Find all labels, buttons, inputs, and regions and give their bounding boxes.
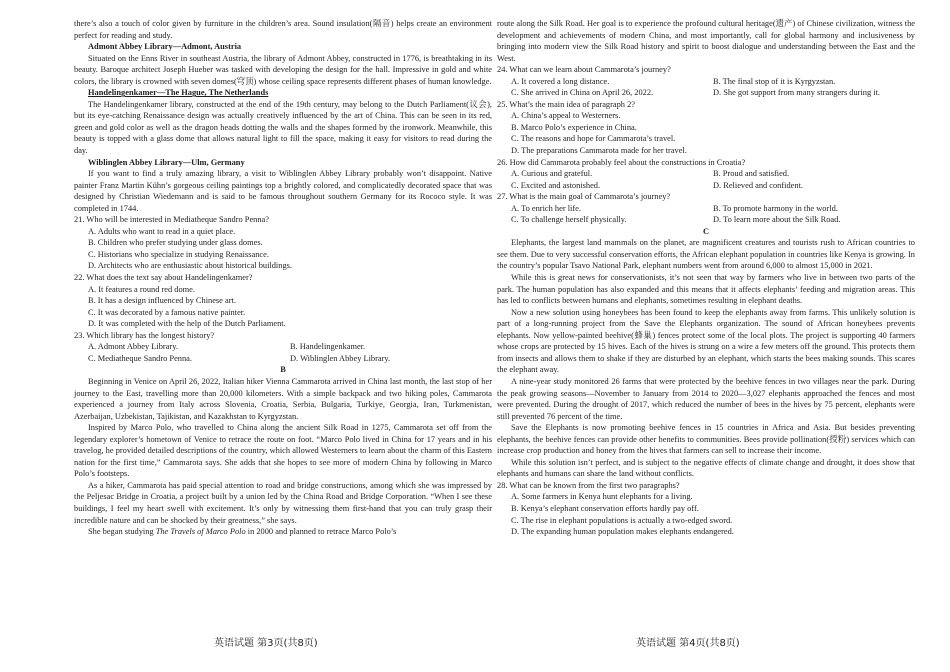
c-paragraph-5: Save the Elephants is now promoting beehive fences in 15 countries in Africa and Asia. But besides preventing elephants, the beehive fences can provide other benefits to communities. Bees provide pollination(授粉) services which can increase crop production and honey from the hives that farmers can sell to increase their income. <box>497 423 915 456</box>
b-p4-pre: She began studying <box>88 527 156 537</box>
b-p4-post: in 2000 and planned to retrace Marco Polo’s <box>245 527 397 537</box>
q27-option-d: D. To learn more about the Silk Road. <box>713 215 841 225</box>
question-27: 27. What is the main goal of Cammarota’s journey? <box>497 192 671 202</box>
c-paragraph-3: Now a new solution using honeybees has been found to keep the elephants away from farms. This unlikely solution is part of a long-running project from the Save the Elephants organization. The sound of African honeybees prevents elephants. Now yellow-painted beehive(蜂巢) fences protect some of the local plots. The project is supporting 40 farmers whose crops are protected by 15 hives. Each of the hives is strung on a wire a few meters off the ground. This protects them from insects and allows them to shake if they are disturbed by an elephant, which starts the bees making sounds. This scares the elephant away. <box>497 307 915 375</box>
question-26: 26. How did Cammarota probably feel about the constructions in Croatia? <box>497 157 746 167</box>
q22-option-c: C. It was decorated by a famous native painter. <box>88 307 246 317</box>
q22-option-a: A. It features a round red dome. <box>88 284 195 294</box>
intro-tail-paragraph: there’s also a touch of color given by furniture in the children’s area. Sound insulation(隔音) helps create an environment perfect for reading and study. <box>74 19 492 40</box>
ulm-heading: Wiblinglen Abbey Library—Ulm, Germany <box>88 157 245 167</box>
q24-option-a: A. It covered a long distance. <box>511 76 610 86</box>
q28-option-b: B. Kenya’s elephant conservation efforts hardly pay off. <box>511 503 699 513</box>
right-page-column <box>497 18 915 538</box>
q27-option-b: B. To promote harmony in the world. <box>713 203 838 213</box>
q23-option-c: C. Mediatheque Sandro Penna. <box>88 353 192 363</box>
q28-option-a: A. Some farmers in Kenya hunt elephants for a living. <box>511 492 693 502</box>
q24-option-c: C. She arrived in China on April 26, 2022. <box>511 88 654 98</box>
b-paragraph-4-start <box>74 526 492 538</box>
q23-options-row-2 <box>74 353 492 365</box>
q22-option-d: D. It was completed with the help of the Dutch Parliament. <box>88 319 286 329</box>
admont-heading: Admont Abbey Library—Admont, Austria <box>88 42 242 52</box>
c-paragraph-1: Elephants, the largest land mammals on the planet, are magnificent creatures and tourists rush to African countries to see them. Due to very successful conservation efforts, the African elephant population in countries like Kenya is growing. In the country’s popular Tsavo National Park, elephant numbers went from around 6,000 to almost 15,000 in 2021. <box>497 238 915 271</box>
q26-options-row-2 <box>497 180 915 192</box>
hague-paragraph: The Handelingenkamer library, constructed at the end of the 19th century, may belong to the Dutch Parliament(议会), but its eye-catching Renaissance design was actually creatively influenced by the art of China. This can be seen in its red, green and gold color as well as the dragon heads dotting the walls and the shapes formed by the ironwork. Meanwhile, this beauty is topped with a glass dome that allows natural light to fill the space, making it easy for visitors to read during the day. <box>74 99 492 156</box>
b-paragraph-1: Beginning in Venice on April 26, 2022, Italian hiker Vienna Cammarota arrived in China last month, the last stop of her journey to the East, travelling more than 20,000 kilometers. With a simple backpack and two hiking poles, Cammarota experienced a journey from Italy across Slovenia, Croatia, Serbia, Bulgaria, Turkiye, Georgia, Iran, Turkmenistan, Azerbaijan, Uzbekistan, Tajikistan, and Kazakhstan to Kyrgyzstan. <box>74 376 492 421</box>
q27-option-c: C. To challenge herself physically. <box>511 215 627 225</box>
question-24: 24. What can we learn about Cammarota’s journey? <box>497 65 671 75</box>
c-paragraph-2: While this is great news for conservationists, it’s not seen that way by farmers who live in between two parts of the park. The human population has also expanded and this means that it affects elephants’ feeding and migration areas. This has led to conflicts between humans and elephants, sometimes resulting in elephant deaths. <box>497 273 915 306</box>
question-25: 25. What’s the main idea of paragraph 2? <box>497 99 635 109</box>
q26-option-d: D. Relieved and confident. <box>713 180 804 190</box>
q24-options-row-2 <box>497 87 915 99</box>
q26-options-row-1 <box>497 168 915 180</box>
q28-option-d: D. The expanding human population makes elephants endangered. <box>511 527 734 537</box>
q23-option-d: D. Wiblinglen Abbey Library. <box>290 353 391 363</box>
left-page-column <box>74 18 492 538</box>
q25-option-a: A. China’s appeal to Westerners. <box>511 111 621 121</box>
q26-option-a: A. Curious and grateful. <box>511 169 593 179</box>
section-c-heading: C <box>702 226 710 236</box>
section-b-heading: B <box>280 365 286 375</box>
q21-option-c: C. Historians who specialize in studying Renaissance. <box>88 249 269 259</box>
question-22: 22. What does the text say about Handelingenkamer? <box>74 273 253 283</box>
ulm-paragraph: If you want to find a truly amazing library, a visit to Wiblinglen Abbey Library probably won’t disappoint. Native painter Franz Martin Kühn’s gorgeous ceiling paintings top a brightly colored, and complicatedly decorated space that was designed by Christian Wiedemann and is said to be famous throughout southern Germany for its Rococo style. It was completed in 1744. <box>74 169 492 213</box>
b-paragraph-2: Inspired by Marco Polo, who travelled to China along the ancient Silk Road in 1275, Cammarota set off from the legendary explorer’s hometown of Venice to retrace the route on foot. “Marco Polo lived in China for 17 years and in his travelog, he provided detailed descriptions of the country, which allowed Westerners to learn about the charm of this Eastern nation for the first time,” Cammarota says. She adds that she hopes to see more of modern China by following in Marco Polo’s footsteps. <box>74 423 492 479</box>
book-title: The Travels of Marco Polo <box>155 527 246 537</box>
q23-option-a: A. Admont Abbey Library. <box>88 342 178 352</box>
q24-option-b: B. The final stop of it is Kyrgyzstan. <box>713 76 836 86</box>
admont-paragraph: Situated on the Enns River in southeast Austria, the library of Admont Abbey, constructed in 1776, is breathtaking in its beauty. Baroque architect Joseph Hueber was tasked with developing the design for the hall. Impressive in gold and white colors, the library is crowned with seven domes(穹顶) whose ceiling space represents different phases of human knowledge. <box>74 53 492 86</box>
question-28: 28. What can be known from the first two paragraphs? <box>497 480 680 490</box>
q23-options-row-1 <box>74 341 492 353</box>
hague-heading: Handelingenkamer—The Hague, The Netherlands <box>88 88 269 98</box>
q24-options-row-1 <box>497 76 915 88</box>
b-paragraph-3: As a hiker, Cammarota has paid special attention to road and bridge constructions, among which she was impressed by the Peljesac Bridge in Croatia, a project built by a union led by the China Road and Bridge Corporation. “When I see these buildings, I feel my heart swell with excitement. It’s only by witnessing them first-hand that you can truly grasp their incredible nature and can be shocked by their greatness,” she says. <box>74 480 492 525</box>
q27-options-row-1 <box>497 203 915 215</box>
b-paragraph-4-tail: route along the Silk Road. Her goal is to experience the profound cultural heritage(遗产) of Chinese civilization, witness the development and achievements of modern China, and most importantly, call for global harmony and inclusiveness by bringing into modern view the Silk Road history and spirit to boost dialogue and understanding between the East and the West. <box>497 19 915 63</box>
q23-option-b: B. Handelingenkamer. <box>290 342 366 352</box>
c-paragraph-4: A nine-year study monitored 26 farms that were protected by the beehive fences in two villages near the park. During the peak growing seasons—November to January from 2014 to 2020—3,027 elephants approached the fences and most were prevented. During the drought of 2017, which reduced the number of bees in the hives by 75 percent, elephants were still prevented 76 percent of the time. <box>497 376 915 421</box>
q28-option-c: C. The rise in elephant populations is actually a two-edged sword. <box>511 515 733 525</box>
q22-option-b: B. It has a design influenced by Chinese art. <box>88 296 236 306</box>
q21-option-d: D. Architects who are enthusiastic about historical buildings. <box>88 261 292 271</box>
q26-option-c: C. Excited and astonished. <box>511 180 601 190</box>
c-paragraph-6: While this solution isn’t perfect, and is subject to the negative effects of climate change and drought, it does show that elephants and humans can share the land without conflicts. <box>497 457 915 479</box>
q25-option-b: B. Marco Polo’s experience in China. <box>511 122 637 132</box>
q25-option-d: D. The preparations Cammarota made for her travel. <box>511 146 687 156</box>
q21-option-b: B. Children who prefer studying under glass domes. <box>88 238 263 248</box>
footer-page-3: 英语试题 第3页(共8页) <box>214 638 318 649</box>
q24-option-d: D. She got support from many strangers during it. <box>713 88 881 98</box>
q25-option-c: C. The reasons and hope for Cammarota’s travel. <box>511 134 676 144</box>
footer-page-4: 英语试题 第4页(共8页) <box>636 638 740 649</box>
question-23: 23. Which library has the longest history? <box>74 330 215 340</box>
q27-option-a: A. To enrich her life. <box>511 203 581 213</box>
q21-option-a: A. Adults who want to read in a quiet place. <box>88 226 236 236</box>
q27-options-row-2 <box>497 214 915 226</box>
q26-option-b: B. Proud and satisfied. <box>713 169 790 179</box>
question-21: 21. Who will be interested in Mediatheque Sandro Penna? <box>74 215 269 225</box>
